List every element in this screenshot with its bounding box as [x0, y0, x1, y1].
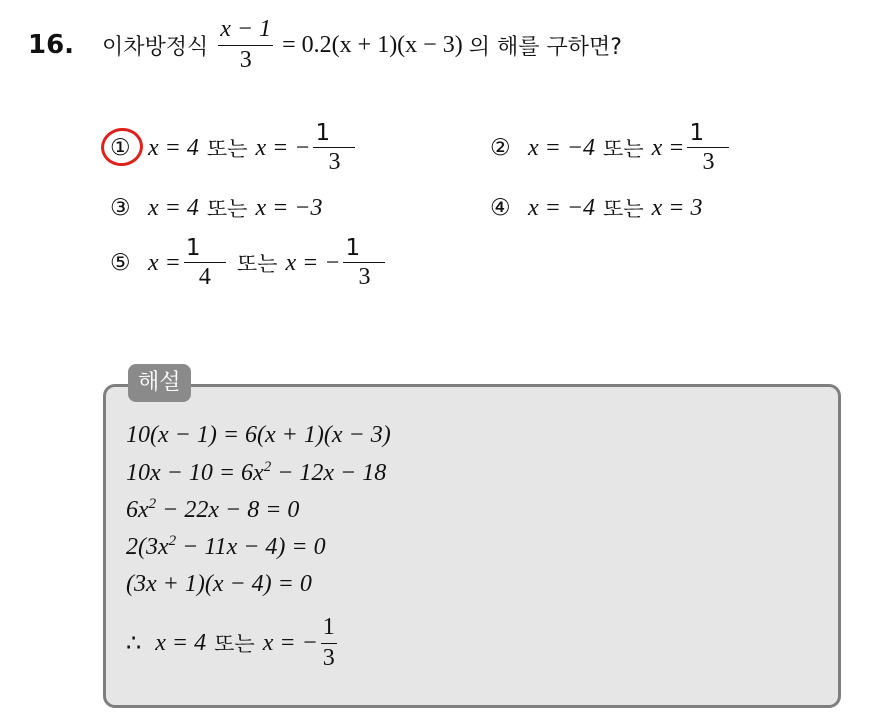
solution-final-line	[126, 614, 340, 672]
choice-2-left: x = −4	[528, 134, 596, 161]
question-number: 16.	[28, 30, 75, 60]
choice-5-frac-num: 1	[343, 236, 385, 263]
choice-5-left-frac-den: 4	[198, 263, 211, 290]
question-fraction	[218, 17, 273, 72]
question-suffix: 의 해를 구하면?	[468, 34, 622, 60]
question-text	[102, 17, 622, 72]
choice-1[interactable]	[110, 120, 358, 176]
choice-5-left-frac-num: 1	[184, 236, 226, 263]
choice-5-frac-den: 3	[358, 263, 371, 290]
choice-2-or: 또는	[603, 137, 644, 161]
choice-2-fraction	[687, 121, 729, 175]
question-frac-den: 3	[239, 46, 252, 73]
choice-5[interactable]	[110, 234, 388, 292]
choice-4-or: 또는	[603, 197, 644, 221]
solution-line-3: $6x^2 - 22x - 8 = 0$	[126, 496, 300, 523]
solution-line-4: $2(3x^2 - 11x - 4) = 0$	[126, 533, 326, 560]
choice-1-fraction	[313, 121, 355, 175]
choice-5-right: x = −	[285, 249, 341, 276]
choice-4-number: ④	[490, 195, 511, 221]
choice-3-or: 또는	[206, 197, 248, 221]
therefore-symbol: ∴	[126, 630, 142, 657]
solution-final-left: x = 4	[155, 629, 207, 656]
solution-final-right: x = −	[262, 629, 318, 656]
choice-1-right: x = −	[255, 134, 311, 161]
choice-1-frac-den: 3	[328, 148, 341, 175]
question-header	[28, 12, 622, 78]
choice-5-or: 또는	[236, 252, 278, 276]
choice-4-left: x = −4	[528, 194, 596, 221]
choice-3-left: x = 4	[148, 194, 199, 221]
choice-4-right: x = 3	[651, 194, 703, 221]
choice-5-fraction	[343, 236, 385, 290]
solution-label: 해설	[128, 364, 191, 402]
choice-1-number: ①	[110, 135, 131, 161]
solution-final-frac-num: 1	[321, 615, 337, 643]
choice-2-right: x =	[651, 134, 685, 161]
question-frac-num: x − 1	[218, 17, 273, 45]
solution-final-or: 또는	[214, 632, 255, 656]
question-rhs: = 0.2(x + 1)(x − 3)	[282, 31, 463, 58]
solution-line-1: 10(x − 1) = 6(x + 1)(x − 3)	[126, 422, 391, 448]
choice-5-left: x =	[148, 249, 181, 276]
choice-5-left-fraction	[184, 236, 226, 290]
choice-2[interactable]	[490, 120, 732, 176]
solution-line-2: $10x - 10 = 6x^2 - 12x - 18$	[126, 459, 387, 486]
solution-final-frac-den: 3	[322, 644, 335, 671]
choice-3-right: x = −3	[255, 194, 323, 221]
choice-1-frac-num: 1	[313, 121, 355, 148]
choice-2-frac-den: 3	[702, 148, 715, 175]
choice-3[interactable]	[110, 192, 322, 224]
solution-line-5: (3x + 1)(x − 4) = 0	[126, 571, 312, 597]
choice-4[interactable]	[490, 192, 702, 224]
choice-2-number: ②	[490, 135, 511, 161]
choice-5-number: ⑤	[110, 250, 131, 276]
choice-2-frac-num: 1	[687, 121, 729, 148]
choice-1-or: 또는	[206, 137, 248, 161]
question-prefix: 이차방정식	[102, 34, 209, 60]
choice-1-left: x = 4	[148, 134, 199, 161]
choice-3-number: ③	[110, 195, 131, 221]
solution-final-fraction	[321, 615, 337, 670]
